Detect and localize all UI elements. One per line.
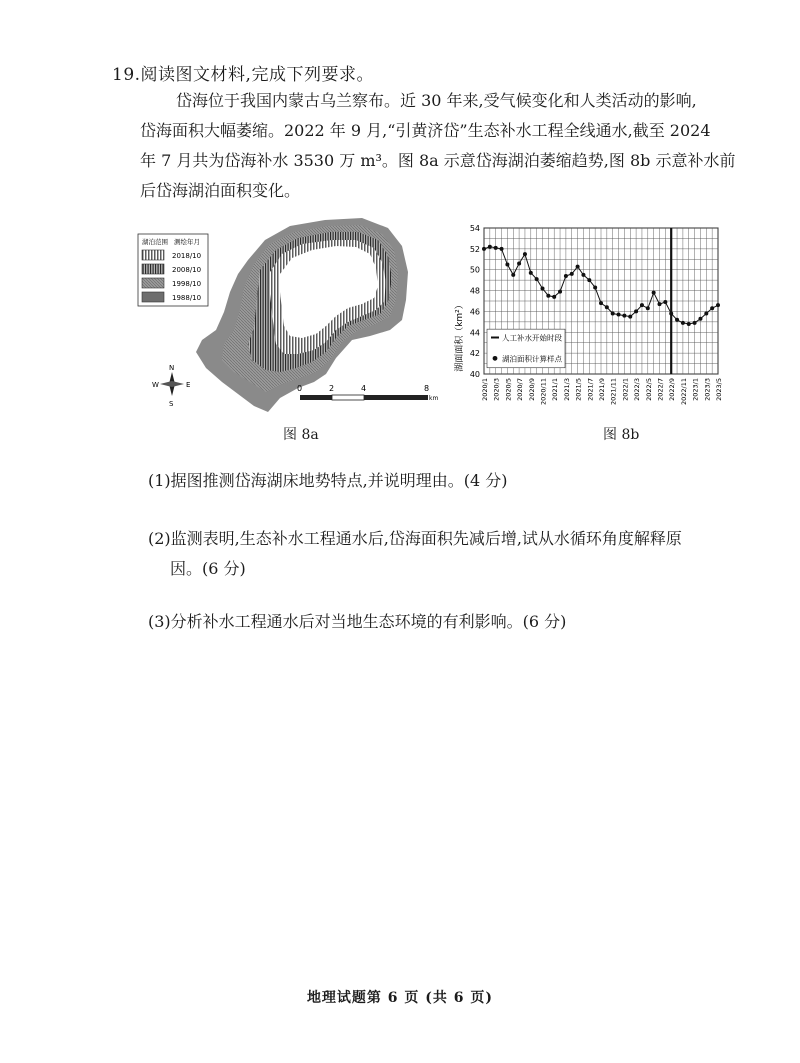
data-point (500, 247, 504, 251)
compass-rose (152, 364, 190, 408)
data-point (511, 273, 515, 277)
legend-label-2018: 2018/10 (172, 252, 202, 260)
x-tick-label: 2022/5 (644, 378, 653, 401)
chart-x-ticks (481, 378, 723, 405)
x-tick-label: 2022/7 (656, 378, 665, 401)
legend-swatch-1998 (142, 278, 164, 288)
y-tick-label: 52 (469, 244, 480, 254)
legend-label-1988: 1988/10 (172, 294, 202, 302)
data-point (570, 272, 574, 276)
data-point (558, 290, 562, 294)
x-tick-label: 2021/7 (586, 378, 595, 401)
data-point (634, 309, 638, 313)
data-point (546, 294, 550, 298)
y-tick-label: 48 (469, 286, 480, 296)
y-tick-label: 42 (469, 349, 480, 359)
legend-line-label: 人工补水开始时段 (502, 333, 562, 343)
subquestion-3-line-1: (3)分析补水工程通水后对当地生态环境的有利影响。(6 分) (148, 612, 567, 631)
figure-8b-chart (448, 218, 728, 430)
data-point (605, 305, 609, 309)
legend-header-extent: 湖泊范围 (142, 238, 168, 246)
scale-tick-0: 0 (297, 384, 303, 393)
material-line-4: 后岱海湖泊面积变化。 (140, 181, 301, 200)
data-point (488, 245, 492, 249)
y-tick-label: 46 (469, 307, 480, 317)
question-title: 19.阅读图文材料,完成下列要求。 (112, 65, 374, 85)
data-point (704, 312, 708, 316)
data-point (576, 265, 580, 269)
data-point (617, 313, 621, 317)
x-tick-label: 2020/7 (516, 378, 525, 401)
legend-dot-label: 湖泊面积计算样点 (502, 354, 562, 364)
x-tick-label: 2022/11 (679, 378, 688, 406)
data-point (640, 303, 644, 307)
subquestion-1-line-1: (1)据图推测岱海湖床地势特点,并说明理由。(4 分) (148, 471, 508, 490)
map-legend (138, 234, 208, 306)
data-point (599, 301, 603, 305)
x-tick-label: 2020/1 (481, 378, 489, 401)
x-tick-label: 2020/9 (527, 378, 536, 401)
subquestion-2-line-1: (2)监测表明,生态补水工程通水后,岱海面积先减后增,试从水循环角度解释原 (148, 529, 682, 548)
y-tick-label: 44 (469, 328, 480, 338)
data-point (687, 322, 691, 326)
legend-swatch-2008 (142, 264, 164, 274)
data-point (622, 314, 626, 318)
y-tick-label: 50 (469, 265, 480, 275)
x-tick-label: 2021/11 (609, 378, 618, 406)
data-point (681, 321, 685, 325)
subquestion-1 (148, 466, 758, 496)
figure-8b-caption: 图 8b (603, 427, 640, 443)
chart-y-label: 湖面面积（km²） (455, 300, 465, 372)
x-tick-label: 2020/3 (492, 378, 501, 401)
data-point (529, 271, 533, 275)
data-point (652, 291, 656, 295)
page-footer: 地理试题第 6 页 (共 6 页) (306, 990, 494, 1006)
data-point (698, 317, 702, 321)
y-tick-label: 54 (469, 224, 480, 233)
chart-legend (487, 329, 565, 368)
scale-tick-4: 4 (361, 384, 367, 393)
data-point (675, 318, 679, 322)
data-point (587, 278, 591, 282)
subquestion-2 (148, 524, 758, 584)
data-point (611, 312, 615, 316)
scale-tick-2: 2 (329, 384, 335, 393)
data-point (564, 274, 568, 278)
data-point (535, 277, 539, 281)
figure-8a-map (130, 212, 442, 417)
data-point (693, 321, 697, 325)
material-line-1: 岱海位于我国内蒙古乌兰察布。近 30 年来,受气候变化和人类活动的影响, (176, 91, 697, 110)
material-line-3: 年 7 月共为岱海补水 3530 万 m³。图 8a 示意岱海湖泊萎缩趋势,图 8b 示意补水前 (140, 151, 736, 170)
chart-y-ticks (470, 224, 480, 379)
material-paragraph (140, 86, 755, 206)
legend-label-2008: 2008/10 (172, 266, 202, 274)
x-tick-label: 2023/3 (703, 378, 712, 401)
compass-s: S (169, 400, 174, 408)
data-point (663, 300, 667, 304)
data-point (552, 295, 556, 299)
scale-bar (297, 384, 438, 402)
scale-tick-8: 8 (424, 384, 430, 393)
subquestion-3 (148, 607, 758, 637)
data-point (658, 302, 662, 306)
subquestion-2-line-2: 因。(6 分) (170, 559, 246, 578)
compass-e: E (186, 381, 191, 389)
data-point (716, 303, 720, 307)
scale-unit: km (429, 395, 439, 402)
legend-swatch-1988 (142, 292, 164, 302)
y-tick-label: 40 (469, 370, 480, 379)
data-point (482, 247, 486, 251)
legend-dot-swatch (493, 356, 498, 361)
data-point (593, 285, 597, 289)
x-tick-label: 2021/3 (562, 378, 571, 401)
x-tick-label: 2022/3 (633, 378, 642, 401)
legend-swatch-2018 (142, 250, 164, 260)
legend-header-date: 测绘年月 (174, 238, 200, 246)
data-point (646, 306, 650, 310)
data-point (541, 286, 545, 290)
data-point (628, 315, 632, 319)
data-point (494, 246, 498, 250)
x-tick-label: 2021/1 (551, 378, 560, 401)
compass-w: W (152, 381, 159, 389)
x-tick-label: 2022/1 (621, 378, 630, 401)
x-tick-label: 2021/9 (598, 378, 606, 401)
data-point (710, 306, 714, 310)
x-tick-label: 2020/11 (539, 378, 548, 406)
legend-label-1998: 1998/10 (172, 280, 202, 288)
x-tick-label: 2021/5 (574, 378, 583, 401)
figure-8a-caption: 图 8a (283, 427, 319, 443)
material-line-2: 岱海面积大幅萎缩。2022 年 9 月,“引黄济岱”生态补水工程全线通水,截至 2024 (140, 121, 711, 140)
data-point (517, 261, 521, 265)
x-tick-label: 2022/9 (668, 378, 677, 401)
compass-n: N (169, 364, 175, 372)
x-tick-label: 2023/5 (715, 378, 723, 401)
x-tick-label: 2020/5 (504, 378, 513, 401)
data-point (505, 263, 509, 267)
data-point (523, 252, 527, 256)
x-tick-label: 2023/1 (691, 378, 700, 401)
data-point (581, 273, 585, 277)
